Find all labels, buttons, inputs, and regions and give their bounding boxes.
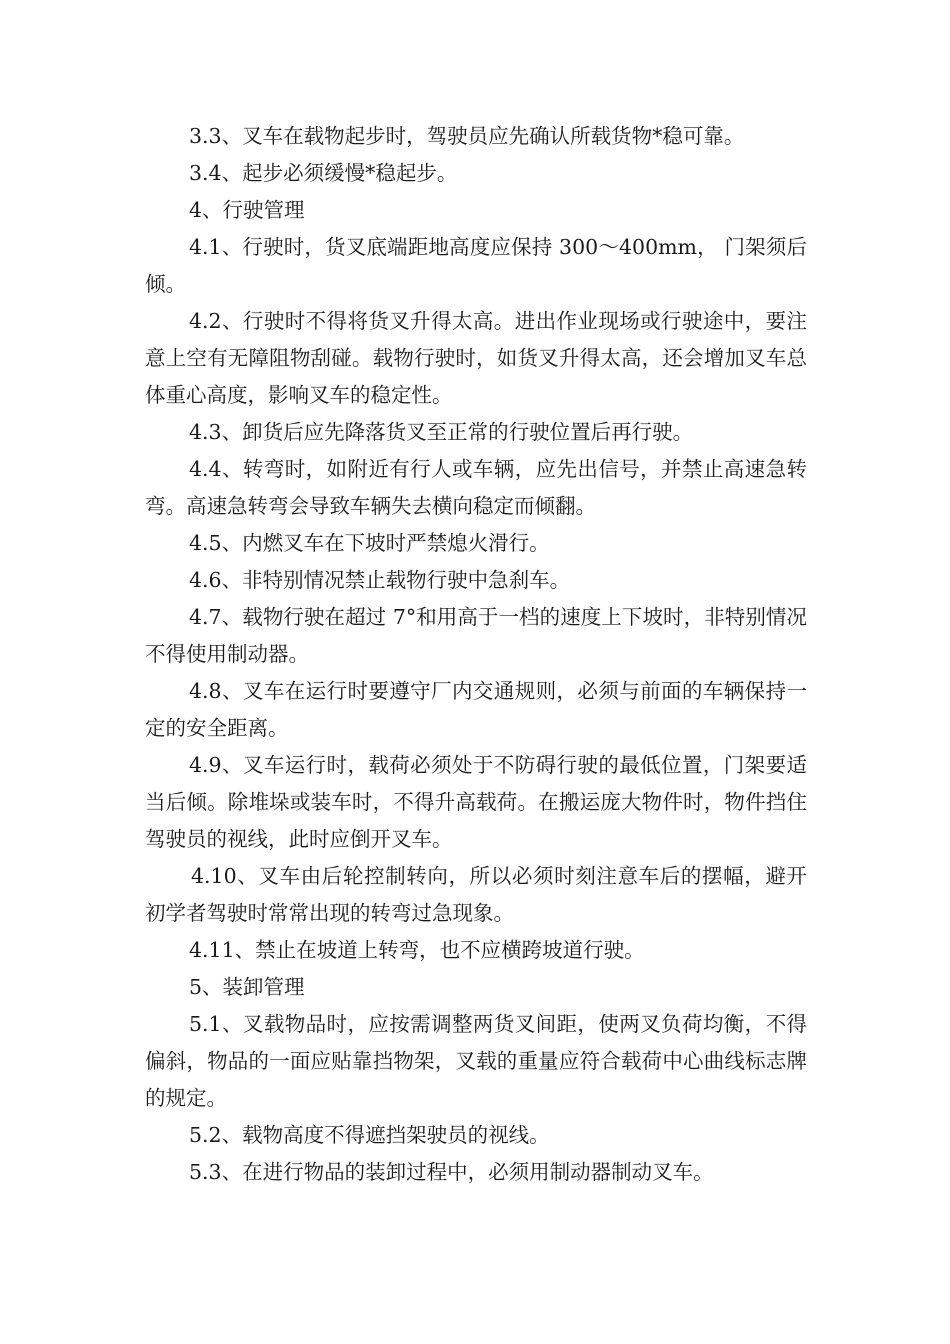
paragraph-5-3: 5.3、在进行物品的装卸过程中，必须用制动器制动叉车。 [189, 1160, 714, 1184]
paragraph-4-5: 4.5、内燃叉车在下坡时严禁熄火滑行。 [189, 531, 550, 555]
paragraph-4-4: 4.4、转弯时，如附近有行人或车辆，应先出信号，并禁止高速急转弯。高速急转弯会导致车辆失去横向稳定而倾翻。 [145, 457, 807, 518]
paragraph-4-6: 4.6、非特别情况禁止载物行驶中急刹车。 [189, 568, 571, 592]
paragraph-5-1: 5.1、叉载物品时，应按需调整两货叉间距，使两叉负荷均衡，不得偏斜，物品的一面应贴靠挡物架，叉载的重量应符合载荷中心曲线标志牌的规定。 [145, 1012, 807, 1110]
paragraph-5-2: 5.2、载物高度不得遮挡架驶员的视线。 [189, 1123, 550, 1147]
document-body [145, 118, 807, 1191]
paragraph-4-3: 4.3、卸货后应先降落货叉至正常的行驶位置后再行驶。 [189, 420, 694, 444]
paragraph-4-8: 4.8、叉车在运行时要遵守厂内交通规则，必须与前面的车辆保持一定的安全距离。 [145, 679, 807, 740]
paragraph-4-10: 4.10、叉车由后轮控制转向，所以必须时刻注意车后的摆幅，避开初学者驾驶时常常出现的转弯过急现象。 [145, 864, 807, 925]
section-heading-4: 4、行驶管理 [189, 198, 305, 222]
section-heading-5: 5、装卸管理 [189, 975, 305, 999]
paragraph-4-2: 4.2、行驶时不得将货叉升得太高。进出作业现场或行驶途中，要注意上空有无障阻物刮碰。载物行驶时，如货叉升得太高，还会增加叉车总体重心高度，影响叉车的稳定性。 [145, 309, 807, 407]
paragraph-4-7: 4.7、载物行驶在超过 7°和用高于一档的速度上下坡时，非特别情况不得使用制动器。 [145, 605, 807, 666]
paragraph-4-1: 4.1、行驶时，货叉底端距地高度应保持 300～400mm， 门架须后倾。 [145, 235, 807, 296]
paragraph-4-11: 4.11、禁止在坡道上转弯，也不应横跨坡道行驶。 [189, 938, 645, 962]
paragraph-3-3: 3.3、叉车在载物起步时，驾驶员应先确认所载货物*稳可靠。 [189, 124, 745, 148]
paragraph-4-9: 4.9、叉车运行时，载荷必须处于不防碍行驶的最低位置，门架要适当后倾。除堆垛或装车时，不得升高载荷。在搬运庞大物件时，物件挡住驾驶员的视线，此时应倒开叉车。 [145, 753, 807, 851]
paragraph-3-4: 3.4、起步必须缓慢*稳起步。 [189, 161, 458, 185]
